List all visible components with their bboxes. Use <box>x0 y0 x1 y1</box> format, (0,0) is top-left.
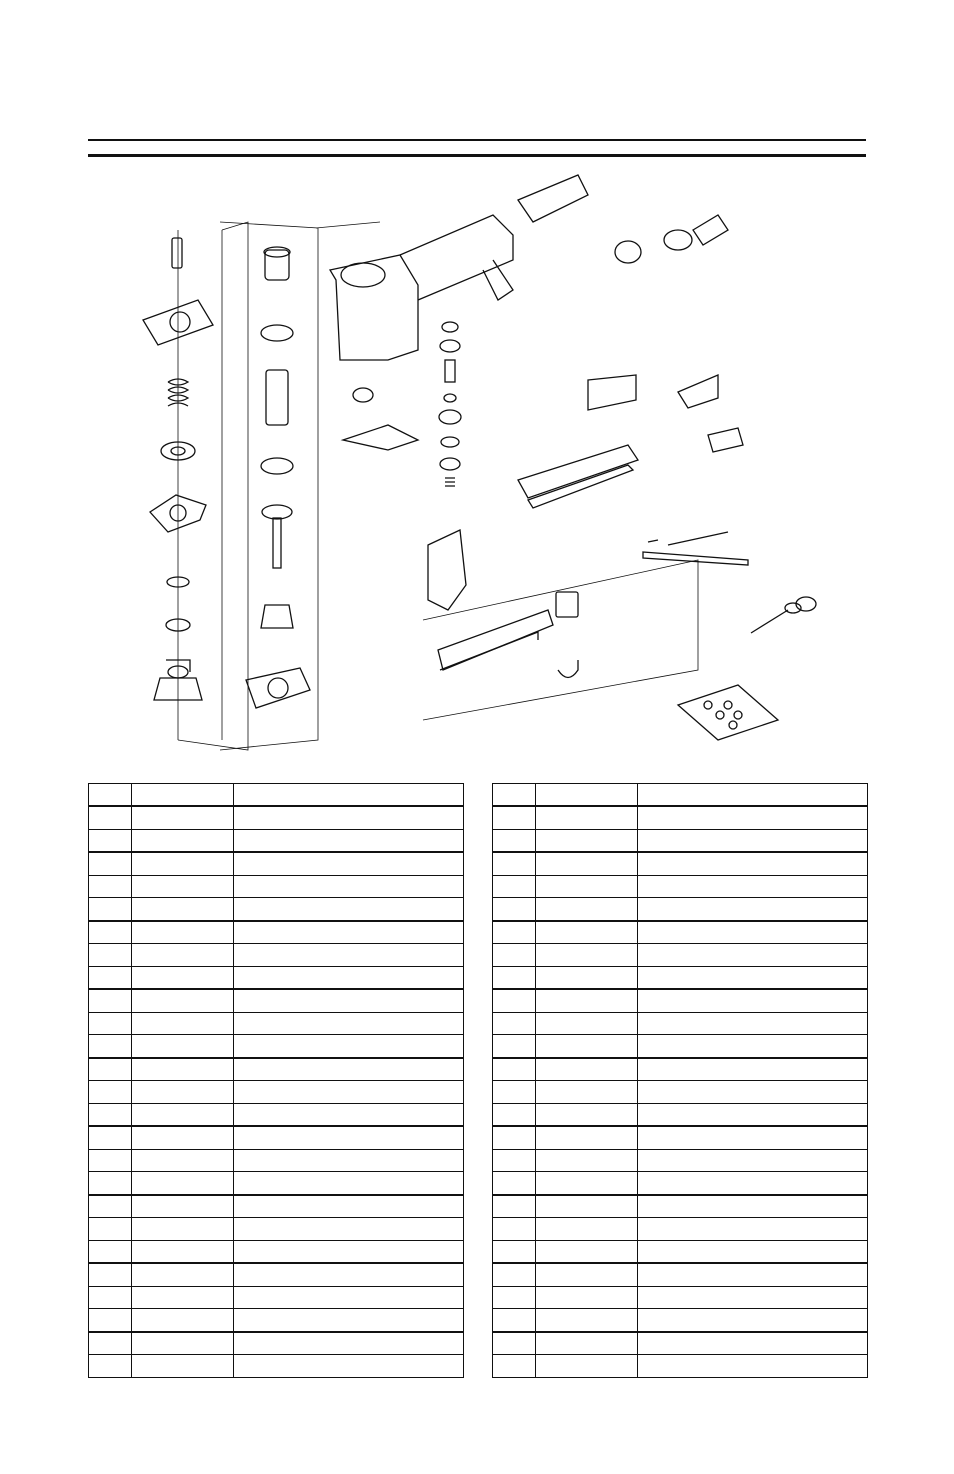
table-cell <box>493 1172 536 1195</box>
table-cell <box>638 1103 868 1126</box>
left-valve-column <box>143 222 248 750</box>
table-cell <box>132 852 234 875</box>
table-cell <box>638 1126 868 1149</box>
table-cell <box>234 1172 464 1195</box>
table-cell <box>638 989 868 1012</box>
table-cell <box>132 1263 234 1286</box>
table-cell <box>638 1309 868 1332</box>
table-cell <box>638 852 868 875</box>
table-cell <box>234 1103 464 1126</box>
table-row <box>493 829 868 852</box>
table-cell <box>132 898 234 921</box>
table-row <box>493 1035 868 1058</box>
table-cell <box>89 806 132 829</box>
table-cell <box>89 1103 132 1126</box>
exploded-parts-diagram <box>88 160 866 770</box>
table-row <box>89 1286 464 1309</box>
table-cell <box>89 1195 132 1218</box>
table-cell <box>234 1081 464 1104</box>
table-cell <box>536 1012 638 1035</box>
table-row <box>89 806 464 829</box>
table-cell <box>132 1332 234 1355</box>
table-cell <box>234 1355 464 1378</box>
table-row <box>89 1172 464 1195</box>
table-row <box>493 1309 868 1332</box>
table-cell <box>493 1126 536 1149</box>
table-cell <box>536 966 638 989</box>
table-row <box>493 1286 868 1309</box>
table-cell <box>638 1263 868 1286</box>
middle-valve-column <box>220 222 318 750</box>
table-cell <box>493 875 536 898</box>
header-rule-thin <box>88 139 866 141</box>
table-row <box>89 852 464 875</box>
central-parts-stack <box>439 322 461 486</box>
table-cell <box>89 1240 132 1263</box>
table-cell <box>638 898 868 921</box>
table-cell <box>132 966 234 989</box>
table-row <box>89 921 464 944</box>
table-header-row <box>89 784 464 807</box>
table-cell <box>638 1286 868 1309</box>
table-row <box>493 1355 868 1378</box>
table-row <box>493 1126 868 1149</box>
table-cell <box>234 1012 464 1035</box>
table-cell <box>132 829 234 852</box>
table-row <box>493 1103 868 1126</box>
table-cell <box>234 1058 464 1081</box>
table-row <box>493 1058 868 1081</box>
table-cell <box>89 989 132 1012</box>
table-row <box>89 1081 464 1104</box>
table-cell <box>132 944 234 967</box>
table-cell <box>493 1058 536 1081</box>
table-cell <box>536 1058 638 1081</box>
table-cell <box>89 1058 132 1081</box>
table-row <box>89 1126 464 1149</box>
table-cell <box>536 1263 638 1286</box>
col-no-header <box>89 784 132 807</box>
table-cell <box>234 1149 464 1172</box>
table-cell <box>132 806 234 829</box>
table-cell <box>493 1081 536 1104</box>
accessories <box>678 597 816 740</box>
table-row <box>89 1103 464 1126</box>
table-cell <box>638 1240 868 1263</box>
table-cell <box>536 1286 638 1309</box>
table-cell <box>234 852 464 875</box>
col-no-header <box>493 784 536 807</box>
table-cell <box>493 1149 536 1172</box>
table-cell <box>493 1218 536 1241</box>
table-cell <box>89 898 132 921</box>
table-cell <box>536 1332 638 1355</box>
table-cell <box>493 898 536 921</box>
table-cell <box>493 1332 536 1355</box>
table-cell <box>638 1035 868 1058</box>
table-cell <box>89 852 132 875</box>
table-cell <box>493 829 536 852</box>
table-cell <box>493 1240 536 1263</box>
table-cell <box>89 1081 132 1104</box>
col-part-number-header <box>132 784 234 807</box>
table-row <box>493 1263 868 1286</box>
table-cell <box>493 944 536 967</box>
table-cell <box>536 1126 638 1149</box>
table-header-row <box>493 784 868 807</box>
table-cell <box>132 1126 234 1149</box>
table-cell <box>89 1035 132 1058</box>
parts-table-right <box>492 783 868 1378</box>
table-cell <box>536 1355 638 1378</box>
table-cell <box>493 1309 536 1332</box>
table-cell <box>493 1035 536 1058</box>
table-cell <box>234 898 464 921</box>
table-cell <box>536 1081 638 1104</box>
table-cell <box>638 1195 868 1218</box>
table-row <box>89 1012 464 1035</box>
table-cell <box>89 1263 132 1286</box>
table-cell <box>89 966 132 989</box>
table-cell <box>89 1149 132 1172</box>
table-cell <box>234 944 464 967</box>
table-cell <box>493 852 536 875</box>
table-row <box>89 1035 464 1058</box>
table-cell <box>536 852 638 875</box>
table-cell <box>638 1355 868 1378</box>
table-cell <box>638 1332 868 1355</box>
table-cell <box>234 875 464 898</box>
table-row <box>493 1081 868 1104</box>
table-cell <box>234 1240 464 1263</box>
table-row <box>89 989 464 1012</box>
table-row <box>493 921 868 944</box>
table-cell <box>234 806 464 829</box>
table-row <box>89 1355 464 1378</box>
table-cell <box>536 1149 638 1172</box>
col-description-header <box>638 784 868 807</box>
table-cell <box>493 966 536 989</box>
table-row <box>493 1172 868 1195</box>
table-cell <box>132 1240 234 1263</box>
table-row <box>493 875 868 898</box>
table-cell <box>89 1355 132 1378</box>
table-cell <box>132 1081 234 1104</box>
table-cell <box>234 1035 464 1058</box>
table-cell <box>89 1012 132 1035</box>
table-cell <box>536 1309 638 1332</box>
table-row <box>89 898 464 921</box>
table-cell <box>493 1195 536 1218</box>
table-cell <box>89 1309 132 1332</box>
table-row <box>493 989 868 1012</box>
table-cell <box>234 1309 464 1332</box>
table-cell <box>132 1218 234 1241</box>
table-cell <box>132 1195 234 1218</box>
table-cell <box>493 806 536 829</box>
table-cell <box>89 1126 132 1149</box>
table-row <box>493 1240 868 1263</box>
table-cell <box>638 921 868 944</box>
table-cell <box>638 1081 868 1104</box>
table-cell <box>536 989 638 1012</box>
table-cell <box>234 921 464 944</box>
table-cell <box>638 1149 868 1172</box>
table-cell <box>493 989 536 1012</box>
table-cell <box>234 1263 464 1286</box>
table-cell <box>234 1218 464 1241</box>
table-cell <box>536 1195 638 1218</box>
table-row <box>493 1149 868 1172</box>
table-cell <box>638 806 868 829</box>
table-cell <box>132 921 234 944</box>
table-cell <box>132 1012 234 1035</box>
table-cell <box>89 1218 132 1241</box>
table-cell <box>536 806 638 829</box>
table-cell <box>132 1309 234 1332</box>
table-row <box>89 944 464 967</box>
table-cell <box>638 944 868 967</box>
table-cell <box>493 1286 536 1309</box>
table-row <box>89 1240 464 1263</box>
table-row <box>493 1195 868 1218</box>
table-cell <box>89 944 132 967</box>
magazine-assembly <box>423 375 748 720</box>
header-rule-thick <box>88 154 866 157</box>
table-cell <box>132 1149 234 1172</box>
table-cell <box>536 1218 638 1241</box>
table-cell <box>536 898 638 921</box>
table-cell <box>536 921 638 944</box>
table-cell <box>536 875 638 898</box>
table-row <box>89 966 464 989</box>
table-cell <box>493 1012 536 1035</box>
table-cell <box>89 1332 132 1355</box>
table-cell <box>638 1012 868 1035</box>
table-cell <box>536 944 638 967</box>
table-cell <box>234 989 464 1012</box>
table-row <box>493 1012 868 1035</box>
table-cell <box>536 829 638 852</box>
table-cell <box>89 921 132 944</box>
parts-table-left <box>88 783 464 1378</box>
table-cell <box>234 1195 464 1218</box>
table-cell <box>89 1172 132 1195</box>
table-row <box>493 966 868 989</box>
table-cell <box>89 829 132 852</box>
table-row <box>89 1218 464 1241</box>
table-row <box>89 1149 464 1172</box>
table-cell <box>132 1103 234 1126</box>
table-cell <box>536 1035 638 1058</box>
table-cell <box>132 875 234 898</box>
table-row <box>493 1332 868 1355</box>
table-cell <box>234 1126 464 1149</box>
table-cell <box>536 1240 638 1263</box>
table-row <box>89 829 464 852</box>
table-cell <box>132 1286 234 1309</box>
table-cell <box>536 1103 638 1126</box>
table-row <box>89 875 464 898</box>
table-row <box>493 944 868 967</box>
table-cell <box>638 1218 868 1241</box>
table-row <box>89 1195 464 1218</box>
table-cell <box>493 1263 536 1286</box>
table-cell <box>132 1172 234 1195</box>
table-cell <box>89 1286 132 1309</box>
table-row <box>493 1218 868 1241</box>
table-row <box>493 806 868 829</box>
table-cell <box>89 875 132 898</box>
table-cell <box>493 1355 536 1378</box>
table-row <box>89 1058 464 1081</box>
table-cell <box>638 829 868 852</box>
table-cell <box>234 829 464 852</box>
table-cell <box>234 966 464 989</box>
table-row <box>89 1309 464 1332</box>
table-cell <box>638 966 868 989</box>
table-cell <box>132 989 234 1012</box>
table-cell <box>132 1035 234 1058</box>
table-cell <box>638 1172 868 1195</box>
table-row <box>89 1332 464 1355</box>
table-cell <box>638 1058 868 1081</box>
table-cell <box>234 1332 464 1355</box>
col-part-number-header <box>536 784 638 807</box>
tool-body-assembly <box>316 175 728 450</box>
table-cell <box>493 921 536 944</box>
table-cell <box>234 1286 464 1309</box>
col-description-header <box>234 784 464 807</box>
table-row <box>493 852 868 875</box>
table-cell <box>132 1355 234 1378</box>
table-cell <box>132 1058 234 1081</box>
table-cell <box>638 875 868 898</box>
table-cell <box>493 1103 536 1126</box>
table-row <box>493 898 868 921</box>
table-row <box>89 1263 464 1286</box>
table-cell <box>536 1172 638 1195</box>
